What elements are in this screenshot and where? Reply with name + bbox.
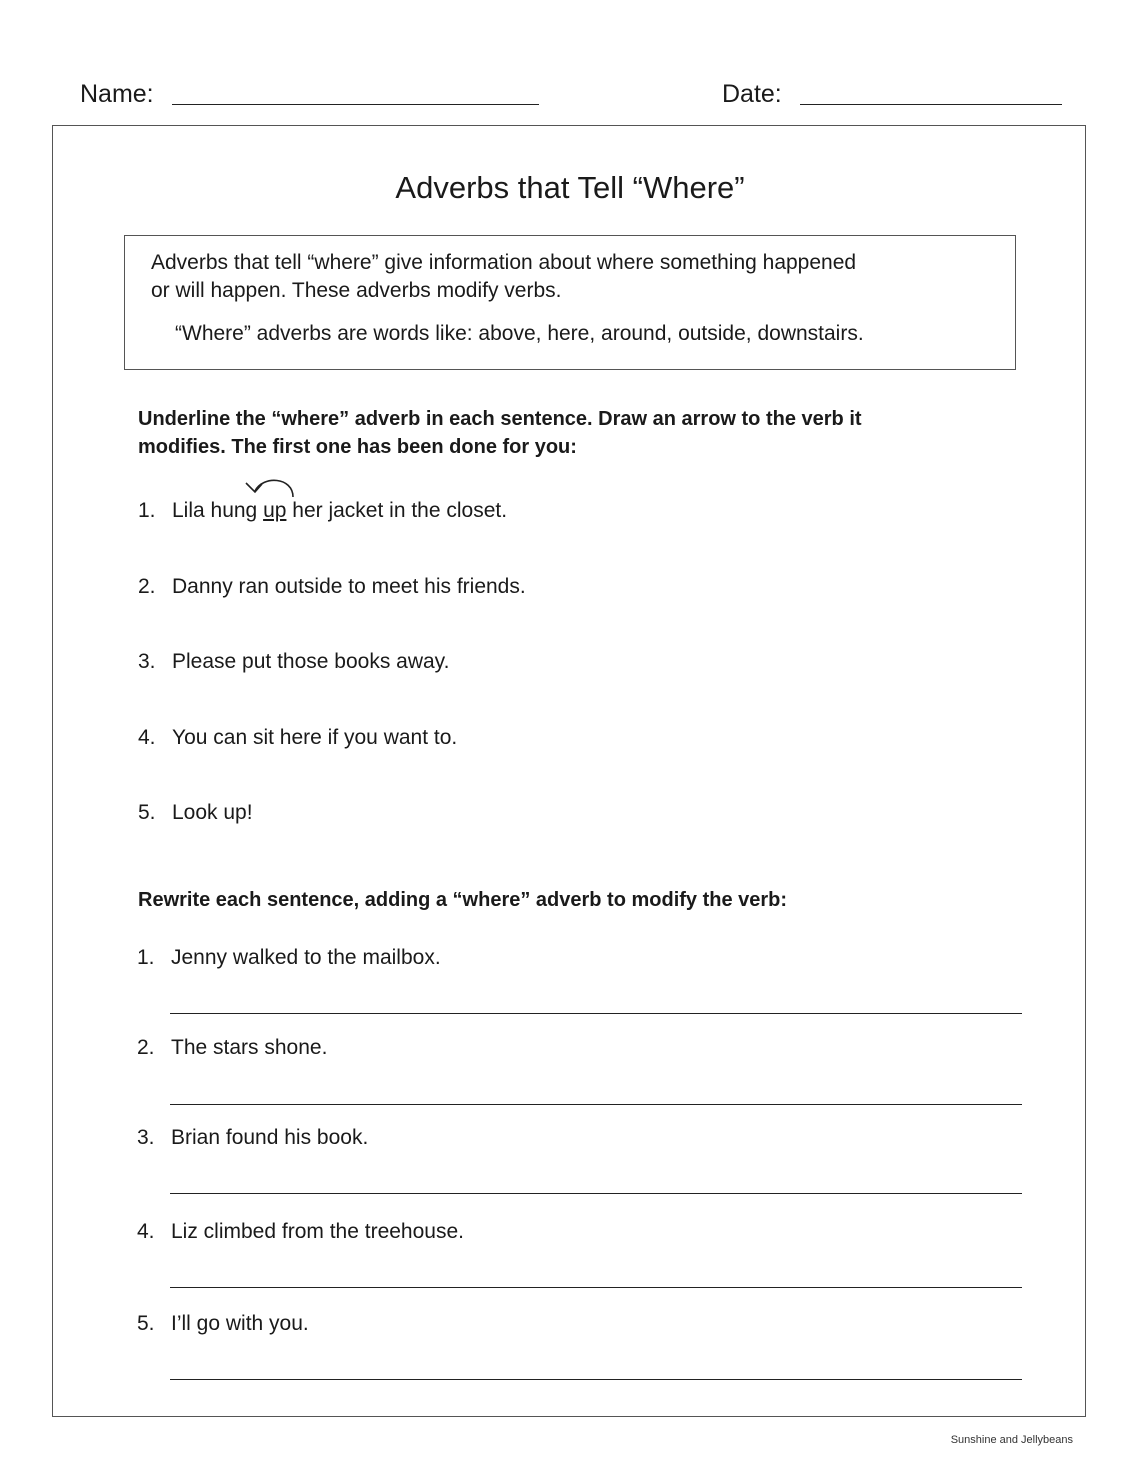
item-number: 2. — [137, 1036, 155, 1059]
list-item — [138, 726, 457, 750]
item-number: 3. — [138, 650, 156, 673]
item-number: 1. — [138, 499, 156, 522]
item-text: You can sit here if you want to. — [172, 726, 458, 749]
name-field[interactable] — [172, 104, 539, 105]
example-adverb: up — [263, 499, 287, 522]
list-item — [137, 1220, 464, 1244]
item-number: 3. — [137, 1126, 155, 1149]
list-item — [137, 1312, 309, 1336]
date-field[interactable] — [800, 104, 1062, 105]
page-title: Adverbs that Tell “Where” — [395, 170, 745, 205]
list-item — [137, 946, 441, 970]
section2-instruction: Rewrite each sentence, adding a “where” adverb to modify the verb: — [138, 889, 788, 911]
info-line-1: Adverbs that tell “where” give information about where something happened — [151, 251, 857, 274]
item-text: Jenny walked to the mailbox. — [171, 946, 441, 969]
item-number: 5. — [137, 1312, 155, 1335]
answer-line[interactable] — [170, 1379, 1022, 1380]
name-label: Name: — [80, 80, 154, 108]
example-text-after: her jacket in the closet. — [286, 499, 508, 522]
answer-line[interactable] — [170, 1104, 1022, 1105]
example-text-before: Lila hung — [172, 499, 264, 522]
date-label: Date: — [722, 80, 782, 108]
item-number: 4. — [138, 726, 156, 749]
list-item — [138, 650, 449, 674]
list-item — [138, 575, 526, 599]
info-line-2: or will happen. These adverbs modify verbs. — [151, 279, 562, 302]
list-item — [138, 801, 253, 825]
answer-line[interactable] — [170, 1287, 1022, 1288]
item-number: 1. — [137, 946, 155, 969]
footer-credit: Sunshine and Jellybeans — [950, 1434, 1073, 1446]
info-box — [124, 235, 1016, 370]
item-text: Danny ran outside to meet his friends. — [172, 575, 526, 598]
item-number: 4. — [137, 1220, 155, 1243]
answer-line[interactable] — [170, 1193, 1022, 1194]
item-number: 5. — [138, 801, 156, 824]
info-examples: “Where” adverbs are words like: above, here, around, outside, downstairs. — [175, 322, 864, 345]
list-item — [137, 1126, 368, 1150]
list-item — [138, 499, 507, 523]
section1-instruction-line-2: modifies. The first one has been done for you: — [138, 436, 577, 458]
section1-instruction-line-1: Underline the “where” adverb in each sentence. Draw an arrow to the verb it — [138, 408, 862, 430]
item-text: Liz climbed from the treehouse. — [171, 1220, 464, 1243]
item-number: 2. — [138, 575, 156, 598]
item-text: Look up! — [172, 801, 253, 824]
answer-line[interactable] — [170, 1013, 1022, 1014]
item-text: Please put those books away. — [172, 650, 450, 673]
list-item — [137, 1036, 327, 1060]
item-text: Brian found his book. — [171, 1126, 369, 1149]
item-text: The stars shone. — [171, 1036, 328, 1059]
item-text: I’ll go with you. — [171, 1312, 309, 1335]
